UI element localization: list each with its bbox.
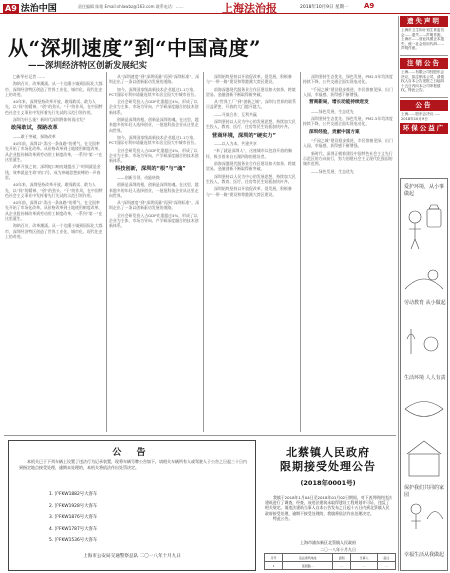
- handwritten-slogan: 爱护环境，从小事做起: [404, 184, 445, 197]
- article-paragraph: 从“深圳速度”到“深圳质量”再到“深圳标准”，深圳走出了一条以创新驱动发展的道路。: [109, 200, 200, 211]
- article-paragraph: 创新是深圳的根，创新是深圳的魂。在这里，越来越多的年轻人选择创业，一批批科技企业从这里走向世界。: [109, 182, 199, 198]
- article-column-2: [109, 74, 201, 432]
- table-cell: …: [377, 562, 395, 570]
- article-paragraph: 海纳百川，改革潮涌。从一个边陲小镇到国际化大都市，深圳经济特区创造了世界工业化、城市化、现代化史上的奇迹。: [5, 81, 103, 97]
- leaf-shape: [405, 402, 443, 417]
- article-paragraph: 全社会研发投入占GDP比重超过4%，形成了以企业为主体、市场为导向、产学研深度融合的技术创新体系。: [109, 212, 199, 229]
- article-paragraph: 深圳始终坚持以开放促改革、促发展，积极参与“一带一路”建设和粤港澳大湾区建设。: [206, 74, 292, 85]
- article-paragraph: 创新是深圳的根，创新是深圳的魂。在这里，越来越多的年轻人选择创业，一批批科技企业从这里走向世界。: [109, 117, 199, 133]
- article-paragraph: 40年来，深圳坚持改革开放，敢闯敢试、敢为人先，以“闯”的精神、“创”的劲头、“干”的作风，在中国特色社会主义事业中发挥着先行先试的示范引领作用。: [5, 182, 103, 198]
- article-paragraph: “来了就是深圳人”，这座城市以包容开放的胸怀，吸引着来自五湖四海的建设者。: [206, 148, 292, 159]
- article-column-3: [206, 74, 298, 432]
- article-paragraph: 深圳为什么能？新时代深圳将如何再出发？: [13, 117, 87, 123]
- article-paragraph: 海纳百川，改革潮涌。从一个边陲小镇到国际化大都市，深圳经济特区创造了世界工业化、城市化、现代化史上的奇迹。: [5, 223, 103, 239]
- section-subheading: 营商环境，深圳的“硬实力”: [212, 132, 276, 139]
- gov-notice-date: 二〇一八年十月九日: [320, 547, 356, 552]
- notice-item: 1. 沪FKW1882号大客车: [49, 492, 98, 497]
- article-paragraph: 如今，深圳国家级高新技术企业超过1.1万家，PCT国际专利申请量连续多年居全国大中城市首位。: [109, 86, 199, 97]
- section-subheading: 科技创新，深圳的“根”与“魂”: [115, 166, 186, 173]
- article-paragraph: 深圳坚持生态优先、绿色发展，PM2.5年均浓度持续下降，公共交通全面实现电动化。: [303, 74, 393, 85]
- notice-body: 本机关已于下列车辆上设置了违法行为记录装置，现将车辆号牌公告如下，请相关车辆所有人或驾驶人于公告之日起三十日内到指定地点接受处理，逾期未处理的，本机关将依法作出处罚决定。: [19, 459, 247, 470]
- eco-ad-header: 环保公益广告: [400, 123, 448, 134]
- article-paragraph: 深圳坚持以人民为中心的发展思想，持续加大民生投入，教育、医疗、住房等民生短板加快补齐。: [206, 173, 296, 184]
- editor-meta: 责任编辑 陈歌 Email:shlawbz@163.com 联系电话：……: [78, 4, 184, 9]
- child-figure: [409, 223, 421, 249]
- masthead: [0, 0, 450, 14]
- table-cell: …: [351, 562, 377, 570]
- section-rule: [4, 435, 396, 436]
- table-header: 序号: [265, 554, 283, 562]
- gov-notice-number: (2018年0001号): [300, 479, 356, 487]
- table-cell: 1: [265, 562, 283, 570]
- table-row: [265, 562, 396, 570]
- article-paragraph: 前海深港现代服务业合作区建设如火如荼，跨境贸易、金融创新不断取得新突破。: [206, 86, 296, 97]
- lost-statement-text: 上海市卫生和计划生育委员会……遗失……声明作废。上海市……营业执照正本遗失，统一社会信用代码……声明作废。: [401, 28, 445, 51]
- table-cell: 莲园路…: [283, 562, 333, 570]
- article-paragraph: ——创新引领，动能转换: [117, 174, 160, 180]
- newspaper-logo: 上海法治报: [222, 2, 277, 15]
- section-label: A9 法治中国: [5, 4, 57, 14]
- cancellation-header: 注销公告: [400, 58, 448, 69]
- column-rule: [203, 72, 204, 432]
- sun-shape: [428, 270, 438, 280]
- article-paragraph: 40年前，深圳以“杀出一条血路”的勇气，在全国率先开始了市场化改革。从价格改革到土地使用制度改革，从企业股份制改革到劳动用工制度改革，一系列“第一”在这里诞生。: [5, 141, 103, 163]
- article-paragraph: 40年来，深圳坚持改革开放，敢闯敢试、敢为人先，以“闯”的精神、“创”的劲头、“干”的作风，在中国特色社会主义事业中发挥着先行先试的示范引领作用。: [5, 99, 103, 115]
- main-headline: 从“深圳速度”到“中国高度”: [8, 36, 262, 60]
- article-paragraph: 新时代，深圳正朝着建设中国特色社会主义先行示范区的方向前行，努力创建社会主义现代化强国的城市范例。: [303, 150, 393, 167]
- bin-lid: [429, 205, 439, 209]
- handwritten-slogan: 劳动教育 从小做起: [404, 300, 446, 306]
- handwritten-slogan: 生活环境 人人有责: [404, 375, 446, 381]
- article-paragraph: 深圳坚持生态优先、绿色发展，PM2.5年均浓度持续下降，公共交通全面实现电动化。: [303, 115, 393, 127]
- notice-signature: 上海市公安局交通警察总队 二〇一八年十月九日: [83, 554, 181, 559]
- child-head: [411, 504, 421, 514]
- eco-illustration: [400, 178, 448, 571]
- article-paragraph: 从“深圳速度”到“深圳质量”再到“深圳标准”，深圳走出了一条以创新驱动发展的道路。: [109, 74, 200, 85]
- table-header: 当事人: [351, 554, 377, 562]
- handwritten-slogan: 幸福生活从我做起: [404, 552, 445, 558]
- gov-notice-issuer: 上海市浦东新区北蔡镇人民政府: [300, 540, 356, 545]
- notice-item: 5. 沪FKW1536号大客车: [49, 538, 98, 544]
- article-paragraph: 前海深港现代服务业合作区建设如火如荼，跨境贸易、金融创新不断取得新突破。: [206, 161, 296, 172]
- gov-notice-body: 我镇于2018年1月04日至2018年01月02日期间，对下表列明的违法建筑进行了调查，经查，该违法建筑未取得建设工程规划许可证，违反了相关规定。请违法建筑当事人自本公告发布之日起十五日内到北蔡镇人民政府接受处理，逾期不接受处理的，我镇将依法作出处理决定。 特此公告。: [265, 495, 392, 521]
- article-paragraph: 如今，深圳国家级高新技术企业超过1.1万家，PCT国际专利申请量连续多年居全国大中城市首位。: [109, 134, 199, 146]
- column-rule: [300, 72, 301, 432]
- article-paragraph: 全社会研发投入占GDP比重超过4%，形成了以企业为主体、市场为导向、产学研深度融合的技术创新体系。: [109, 99, 199, 115]
- article-paragraph: “千园之城”建设稳步推进，市民推窗见绿、出门入园，幸福感、获得感不断增强。: [303, 86, 393, 97]
- sidebar-rule: [398, 16, 399, 571]
- child-figure: [411, 514, 421, 529]
- section-subheading: 营商新局，增长动能持续迸发: [309, 100, 369, 106]
- article-paragraph: 全社会研发投入占GDP比重超过4%，形成了以企业为主体、市场为导向、产学研深度融合的技术创新体系。: [109, 147, 199, 164]
- article-paragraph: ——敢于突破，探路改革: [13, 133, 56, 139]
- article-paragraph: 改革开放之初，深圳蛇口响亮地提出了“时间就是金钱，效率就是生命”的口号，成为冲破思想束缚的一声春雷。: [5, 164, 101, 180]
- table-cell: …: [333, 562, 351, 570]
- column-rule: [106, 72, 107, 432]
- article-paragraph: ——以人为本，共建共享: [214, 141, 257, 147]
- table-header: 违法建筑地址: [283, 554, 333, 562]
- article-paragraph: 40年前，深圳以“杀出一条血路”的勇气，在全国率先开始了市场化改革。从价格改革到土地使用制度改革，从企业股份制改革到劳动用工制度改革，一系列“第一”在这里诞生。: [5, 200, 103, 222]
- table-header-row: [265, 554, 396, 562]
- handwritten-slogan: 保护我们共同的家园: [404, 485, 445, 498]
- lost-statement-header: 遗失声明: [400, 16, 448, 27]
- vehicle-notice: [8, 440, 256, 571]
- article-paragraph: “千园之城”建设稳步推进，市民推窗见绿、出门入园，幸福感、获得感不断增强。: [303, 138, 393, 149]
- article-paragraph: ——开放合作，互利共赢: [214, 111, 257, 117]
- article-column-4: [303, 74, 396, 432]
- roof-shape: [407, 441, 441, 454]
- gov-notice-table: [264, 553, 396, 570]
- issue-date: 2018年10月9日 星期一: [300, 5, 349, 10]
- bird-shape: [427, 512, 443, 520]
- article-paragraph: 从“世界工厂”到“创新之城”，深圳与世界的联系日益紧密，开放的大门越开越大。: [206, 99, 296, 110]
- notice-title: 公 告: [112, 448, 152, 458]
- sub-headline: ——深圳经济特区创新发展纪实: [28, 61, 148, 71]
- table-header: 面积: [333, 554, 351, 562]
- bin-shape: [427, 209, 441, 227]
- divider: [400, 97, 448, 98]
- table-header: 备注: [377, 554, 395, 562]
- hill-line: [405, 279, 443, 289]
- page-number: A9: [364, 2, 375, 10]
- flower-shape: [424, 337, 438, 351]
- article-paragraph: 深圳始终坚持以开放促改革、促发展，积极参与“一带一路”建设和粤港澳大湾区建设。: [206, 186, 292, 197]
- announcement-text: 上海……股东会决议……2018年10月9日: [401, 111, 441, 121]
- house-shape: [409, 454, 439, 476]
- notice-list: [49, 489, 249, 547]
- notice-item: 2. 沪FKW1928号大客车: [49, 503, 98, 509]
- article-paragraph: 深圳坚持以人民为中心的发展思想，持续加大民生投入，教育、医疗、住房等民生短板加快补齐。: [206, 119, 296, 130]
- divider: [400, 55, 448, 56]
- notice-item: 3. 沪FKW1876号大客车: [49, 515, 98, 521]
- section-subheading: 敢闯敢试，探路改革: [11, 125, 58, 132]
- tree-shape: [407, 329, 415, 354]
- article-paragraph: ——绿色发展，生态优先: [311, 108, 354, 114]
- cancellation-text: 上海……有限公司经股东会决议，拟注销本公司，请债权人自本公告见报之日起四十五日内向本公司申报债权。特此公告。: [401, 69, 445, 93]
- gov-notice-title: 北蔡镇人民政府 限期接受处理公告: [280, 446, 376, 473]
- byline: □新华社记者 ……: [13, 74, 46, 79]
- announcement-header: 公告: [400, 100, 448, 111]
- notice-item: 4. 沪FKW1787号大客车: [49, 526, 98, 532]
- article-column-1: [5, 74, 103, 432]
- child-head: [409, 211, 421, 223]
- section-subheading: 深圳经验，贡献中国方案: [309, 129, 360, 135]
- article-paragraph: ——绿色发展，生态优先: [311, 168, 354, 174]
